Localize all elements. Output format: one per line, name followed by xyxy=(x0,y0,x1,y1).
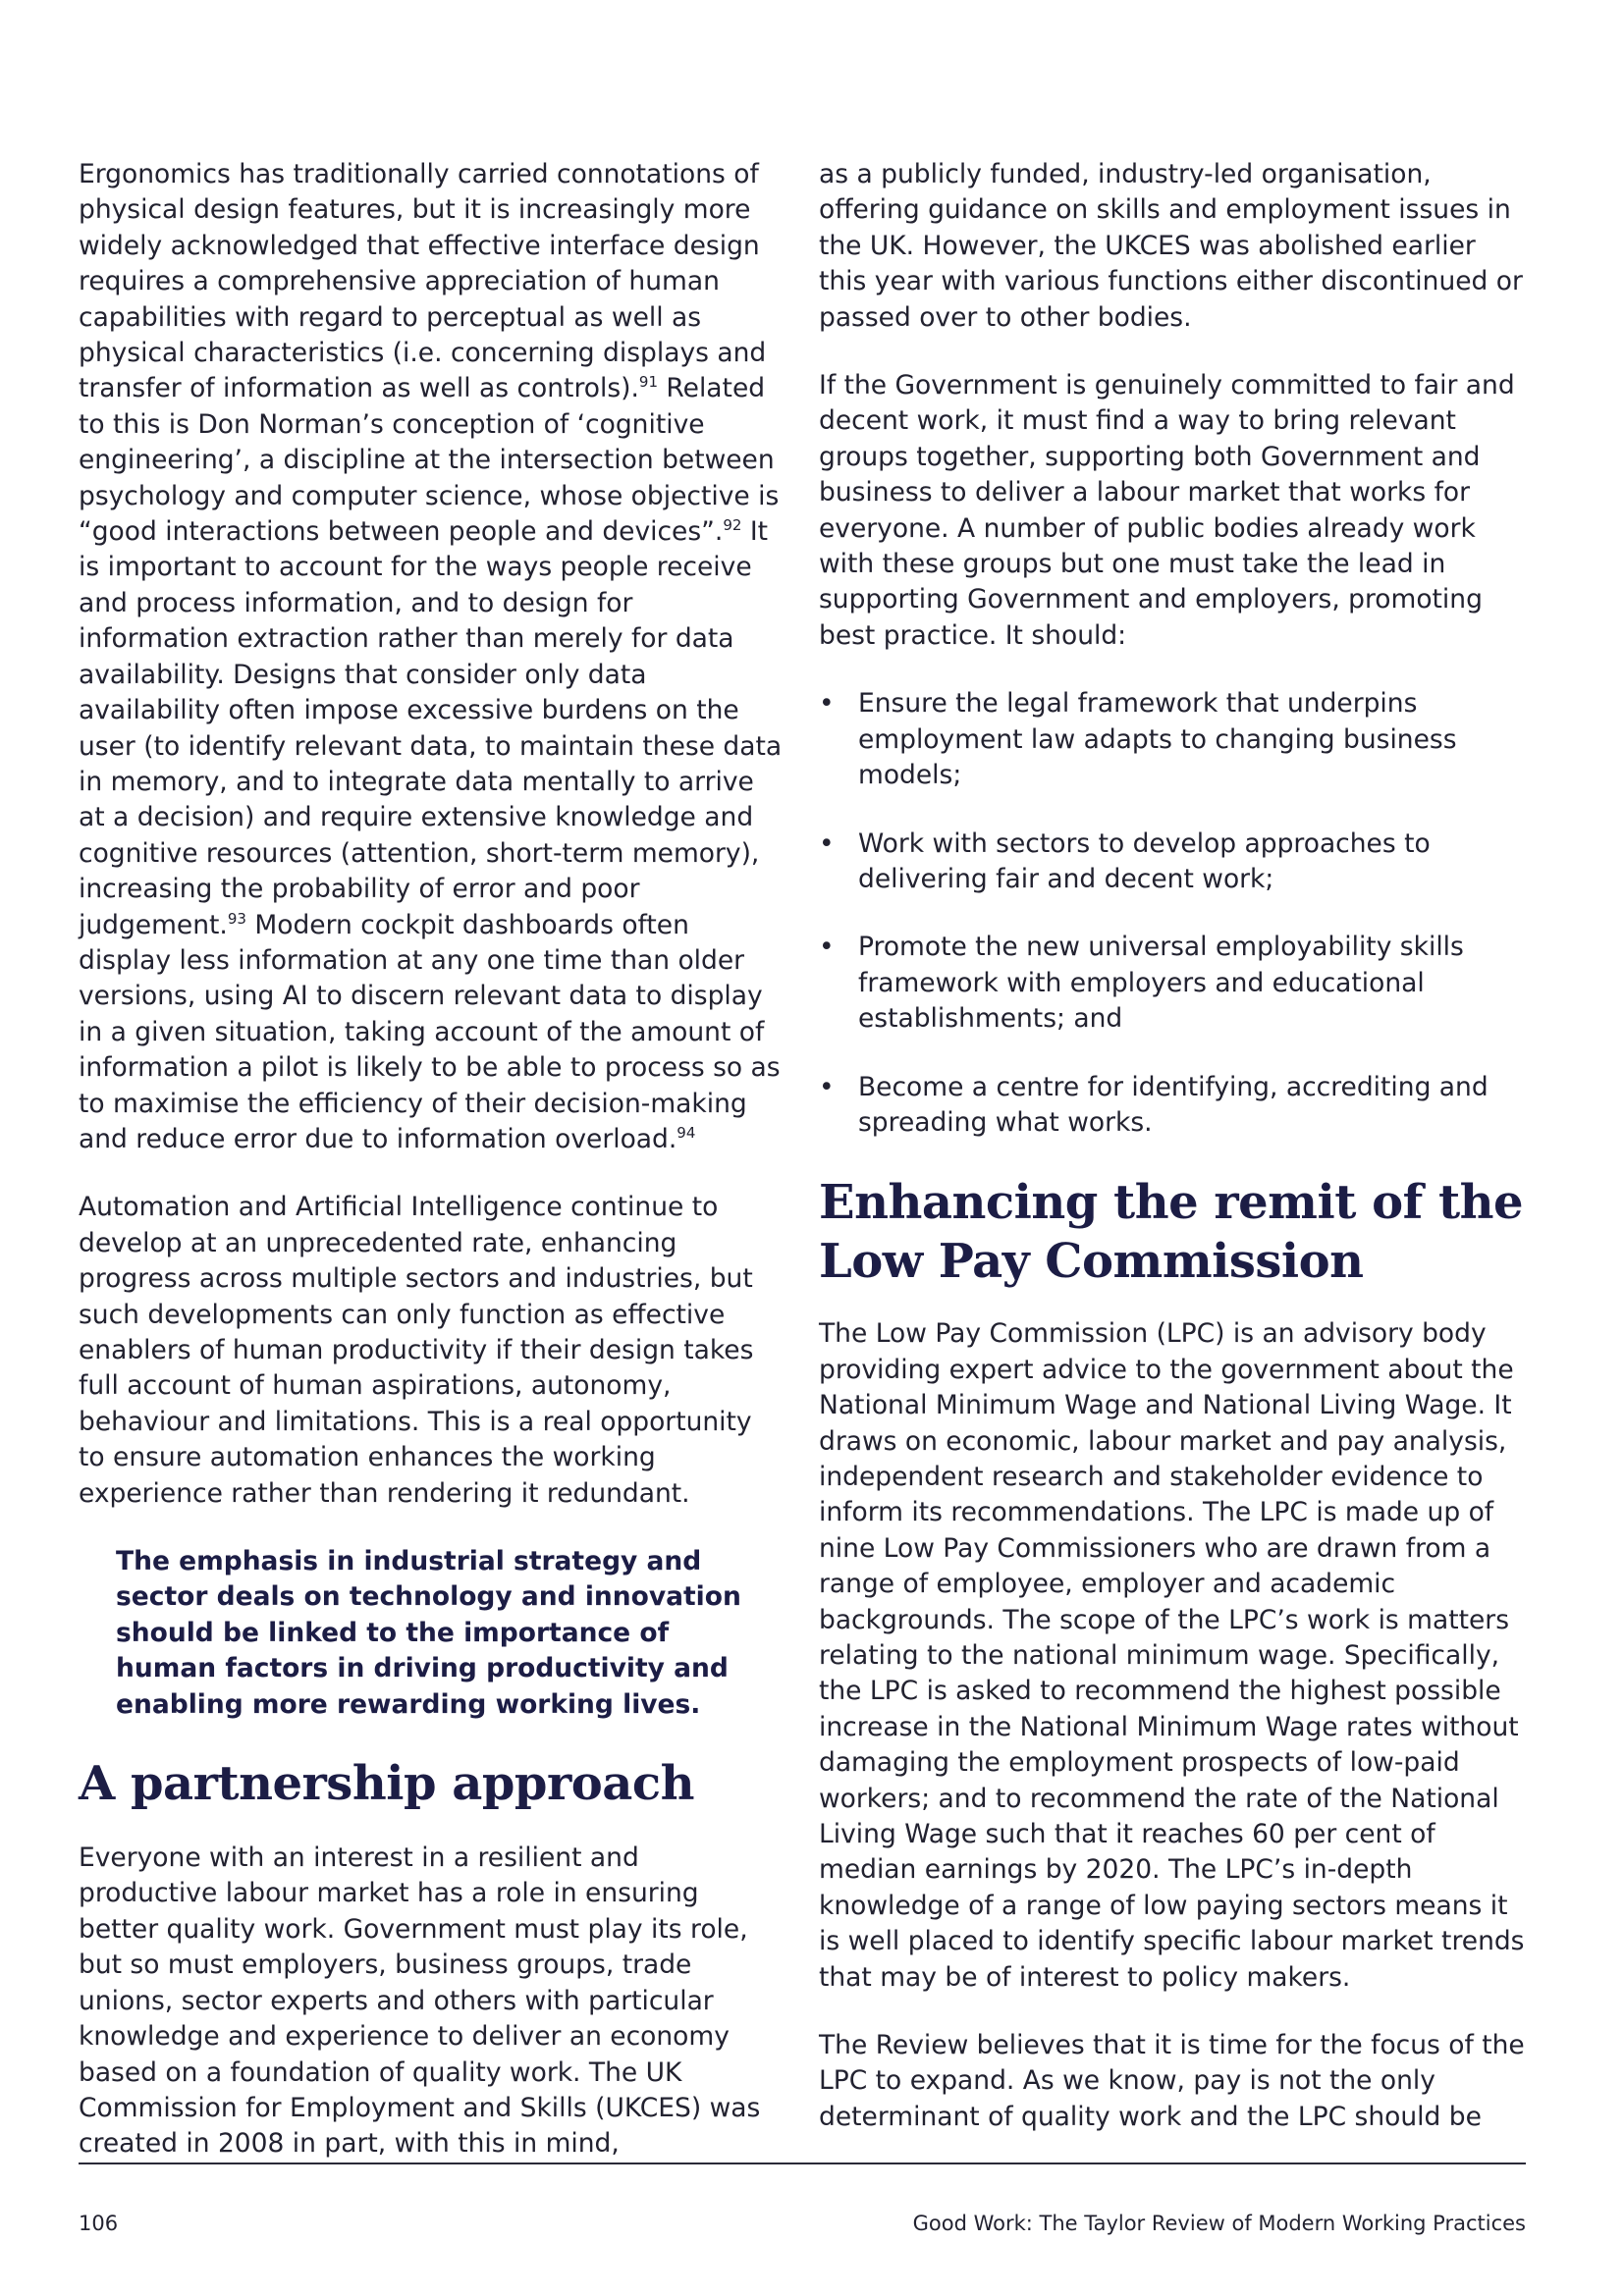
lpc-paragraph: The Low Pay Commission (LPC) is an advisory body providing expert advice to the government about the National Minimum Wage and National Living Wage. It draws on economic, labour market and pay analysis, independent research and stakeholder evidence to inform its recommendations. The LPC is made up of nine Low Pay Commissioners who are drawn from a range of employee, employer and academic backgrounds. The scope of the LPC’s work is matters relating to the national minimum wage. Specifically, the LPC is asked to recommend the highest possible increase in the National Minimum Wage rates without damaging the employment prospects of low-paid workers; and to recommend the rate of the National Living Wage such that it reaches 60 per cent of median earnings by 2020. The LPC’s in-depth knowledge of a range of low paying sectors means it is well placed to identify specific labour market trends that may be of interest to policy makers. xyxy=(819,1318,1525,1993)
list-item: • Promote the new universal employability skills framework with employers and educational establishments; and xyxy=(819,930,1526,1037)
footnote-ref-92[interactable]: 92 xyxy=(723,516,742,535)
right-column xyxy=(819,157,1526,2167)
pull-quote: The emphasis in industrial strategy and sector deals on technology and innovation should be linked to the importance of human factors in driving productivity and enabling more rewarding working lives. xyxy=(116,1546,741,1720)
section-heading-low-pay-commission: Enhancing the remit of the Low Pay Commission xyxy=(819,1175,1524,1290)
running-footer-title: Good Work: The Taylor Review of Modern Working Practices xyxy=(912,2212,1526,2235)
footer-divider xyxy=(79,2163,1526,2164)
list-item: • Become a centre for identifying, accrediting and spreading what works. xyxy=(819,1070,1526,1142)
list-item: • Ensure the legal framework that underpins employment law adapts to changing business models; xyxy=(819,686,1526,793)
automation-paragraph: Automation and Artificial Intelligence continue to develop at an unprecedented rate, enhancing progress across multiple sectors and industries, but such developments can only function as effective enablers of human productivity if their design takes full account of human aspirations, autonomy, behaviour and limitations. This is a real opportunity to ensure automation enhances the working experience rather than rendering it redundant. xyxy=(79,1192,754,1509)
list-item: • Work with sectors to develop approaches to delivering fair and decent work; xyxy=(819,827,1526,898)
page-number: 106 xyxy=(79,2212,119,2235)
government-paragraph: If the Government is genuinely committed to fair and decent work, it must find a way to bring relevant groups together, supporting both Government and business to deliver a labour market that works for everyone. A number of public bodies already work with these groups but one must take the lead in supporting Government and employers, promoting best practice. It should: xyxy=(819,370,1515,651)
ukces-paragraph: as a publicly funded, industry-led organisation, offering guidance on skills and employment issues in the UK. However, the UKCES was abolished earlier this year with various functions either discontinued or passed over to other bodies. xyxy=(819,159,1523,333)
ergonomics-paragraph: Ergonomics has traditionally carried connotations of physical design features, but it is increasingly more widely acknowledged that effective interface design requires a comprehensive appreciation of human capabilities with regard to perceptual as well as physical characteristics (i.e. concerning displays and transfer of information as well as controls).$^{91}$ Related to this is Don Norman’s conception of ‘cognitive engineering’, a discipline at the intersection between psychology and computer science, whose objective is “good interactions between people and devices”.$^{92}$ It is important to account for the ways people receive and process information, and to design for information extraction rather than merely for data availability. Designs that consider only data availability often impose excessive burdens on the user (to identify relevant data, to maintain these data in memory, and to integrate data mentally to arrive at a decision) and require extensive knowledge and cognitive resources (attention, short-term memory), increasing the probability of error and poor judgement.$^{93}$ Modern cockpit dashboards often display less information at any one time than older versions, using AI to discern relevant data to display in a given situation, taking account of the amount of information a pilot is likely to be able to process so as to maximise the efficiency of their decision-making and reduce error due to information overload.$^{94}$ xyxy=(79,159,783,1154)
footnote-ref-93[interactable]: 93 xyxy=(227,909,246,928)
left-column xyxy=(79,157,785,2195)
recommendations-list xyxy=(819,686,1526,1141)
partnership-paragraph: Everyone with an interest in a resilient and productive labour market has a role in ensuring better quality work. Government must play its role, but so must employers, business groups, trade unions, sector experts and others with particular knowledge and experience to deliver an economy based on a foundation of quality work. The UK Commission for Employment and Skills (UKCES) was created in 2008 in part, with this in mind, xyxy=(79,1842,761,2160)
footnote-ref-94[interactable]: 94 xyxy=(677,1123,696,1142)
section-heading-partnership: A partnership approach xyxy=(79,1756,694,1812)
review-paragraph: The Review believes that it is time for the focus of the LPC to expand. As we know, pay is not the only determinant of quality work and the LPC should be xyxy=(819,2030,1525,2132)
footnote-ref-91[interactable]: 91 xyxy=(638,373,658,392)
